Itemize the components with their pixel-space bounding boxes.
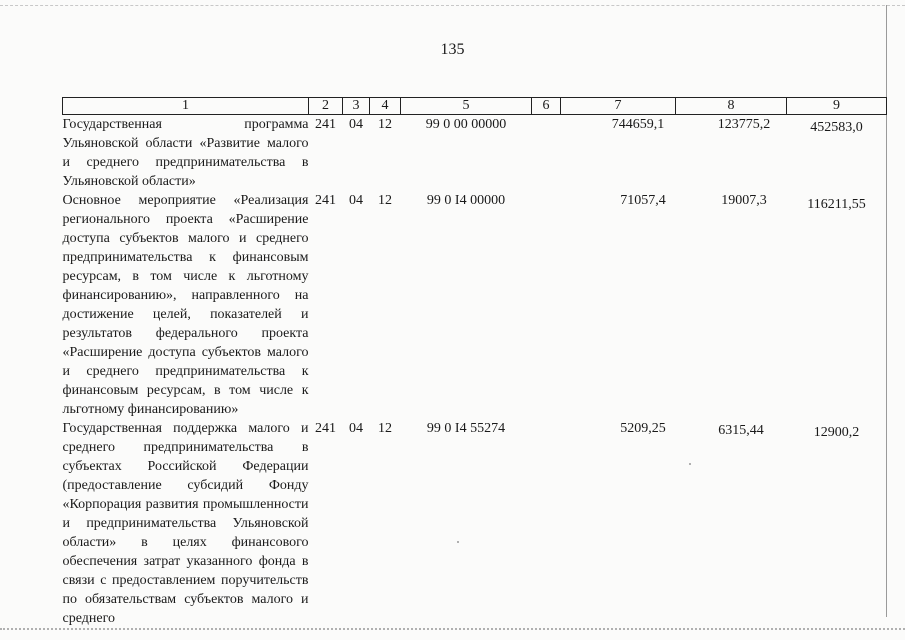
header-col-4: 4 bbox=[370, 98, 401, 115]
page-number: 135 bbox=[440, 41, 465, 58]
cell-section: 04 bbox=[349, 193, 363, 208]
cell-amount-9: 452583,0 bbox=[810, 120, 863, 135]
cell-section: 04 bbox=[349, 421, 363, 436]
cell-amount-7: 744659,1 bbox=[611, 117, 665, 132]
header-col-3: 3 bbox=[343, 98, 370, 115]
cell-amount-9: 116211,55 bbox=[807, 197, 866, 212]
cell-amount-8: 19007,3 bbox=[721, 193, 767, 208]
cell-expense-type bbox=[532, 115, 561, 192]
budget-table bbox=[62, 97, 887, 628]
table-header bbox=[63, 98, 887, 115]
cell-subsection: 12 bbox=[378, 421, 392, 436]
cell-amount-8: 6315,44 bbox=[718, 423, 764, 438]
cell-amount-8: 123775,2 bbox=[717, 117, 771, 132]
scan-edge-top bbox=[0, 5, 905, 6]
header-col-1: 1 bbox=[63, 98, 309, 115]
cell-expense-type bbox=[532, 191, 561, 419]
header-col-9: 9 bbox=[787, 98, 887, 115]
cell-section: 04 bbox=[349, 117, 363, 132]
cell-subsection: 12 bbox=[378, 117, 392, 132]
cell-amount-7: 71057,4 bbox=[620, 193, 666, 208]
cell-amount-7: 5209,25 bbox=[620, 421, 666, 436]
cell-grbs: 241 bbox=[315, 421, 336, 436]
scan-edge-bottom bbox=[0, 628, 905, 630]
cell-target-article: 99 0 I4 00000 bbox=[426, 193, 506, 208]
cell-subsection: 12 bbox=[378, 193, 392, 208]
header-col-6: 6 bbox=[532, 98, 561, 115]
table-row bbox=[63, 419, 887, 628]
header-col-5: 5 bbox=[401, 98, 532, 115]
cell-target-article: 99 0 00 00000 bbox=[425, 117, 507, 132]
row-name: Основное мероприятие «Реализация регионального проекта «Расширение доступа субъектов малого и среднего предпринимательства к финансовым ресурсам, в том числе к льготному финансированию», направленного на достижение целей, показателей и результатов федерального проекта «Расширение доступа субъектов малого и среднего предпринимательства к финансовым ресурсам, в том числе к льготному финансированию» bbox=[62, 193, 309, 417]
row-name: Государственная программа Ульяновской области «Развитие малого и среднего предпринимательства в Ульяновской области» bbox=[62, 117, 309, 189]
cell-expense-type bbox=[532, 419, 561, 628]
header-col-7: 7 bbox=[561, 98, 676, 115]
cell-grbs: 241 bbox=[315, 193, 336, 208]
table-row bbox=[63, 115, 887, 192]
scan-speck bbox=[689, 463, 691, 465]
cell-amount-9: 12900,2 bbox=[813, 425, 860, 440]
scan-speck bbox=[457, 541, 459, 543]
header-col-8: 8 bbox=[676, 98, 787, 115]
table-row bbox=[63, 191, 887, 419]
cell-grbs: 241 bbox=[315, 117, 336, 132]
row-name: Государственная поддержка малого и среднего предпринимательства в субъектах Российской Федерации (предоставление субсидий Фонду «Корпорация развития промышленности и предпринимательства Ульяновской области» в целях финансового обеспечения затрат указанного фонда в связи с предоставлением поручительств по обязательствам субъектов малого и среднего bbox=[62, 421, 309, 626]
cell-target-article: 99 0 I4 55274 bbox=[426, 421, 506, 436]
header-col-2: 2 bbox=[309, 98, 343, 115]
